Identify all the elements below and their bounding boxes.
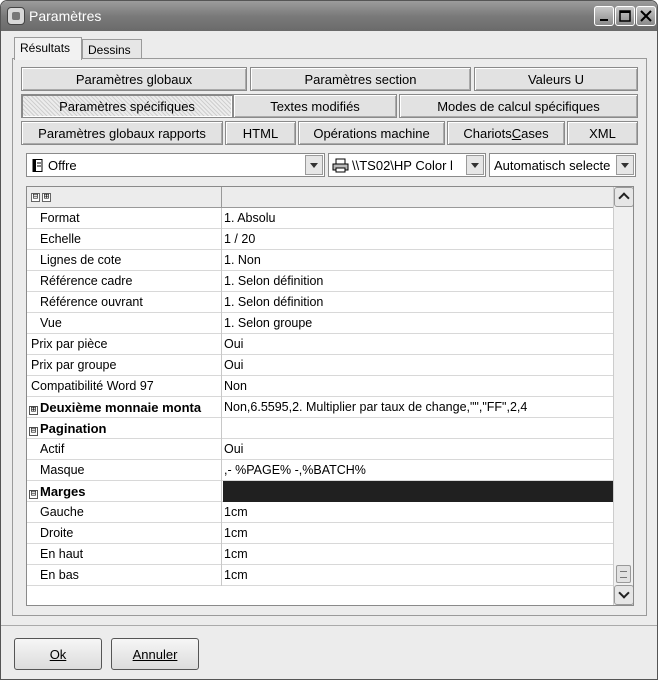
scroll-up-icon[interactable] (614, 187, 634, 207)
divider (1, 625, 657, 626)
property-value[interactable]: 1. Selon définition (224, 295, 324, 309)
property-name: Echelle (27, 229, 222, 250)
selected-value-cell[interactable] (223, 481, 613, 502)
property-value[interactable]: 1cm (224, 568, 248, 582)
property-value[interactable]: 1. Non (224, 253, 261, 267)
collapse-icon[interactable]: ⊟ (30, 426, 37, 436)
property-value[interactable]: 1cm (224, 526, 248, 540)
minimize-icon (597, 9, 611, 23)
property-name: Lignes de cote (27, 250, 222, 271)
grid-row-compatibilite-word[interactable] (27, 376, 613, 397)
scroll-down-icon[interactable] (614, 585, 634, 605)
grid-row-lignes-de-cote[interactable] (27, 250, 613, 271)
tab-valeurs-u[interactable]: Valeurs U (474, 67, 638, 91)
document-select-value: Offre (48, 158, 77, 173)
tab-textes-modifies[interactable]: Textes modifiés (233, 94, 397, 118)
document-select[interactable] (26, 153, 325, 177)
property-group-name: ⊟ Marges (27, 481, 222, 502)
grid-row-deuxieme-monnaie[interactable] (27, 397, 613, 418)
property-value[interactable]: Non,6.5595,2. Multiplier par taux de change,"","FF",2,4 (224, 400, 528, 414)
property-value (223, 418, 613, 439)
chevron-down-icon[interactable] (466, 155, 484, 175)
grid-row-echelle[interactable] (27, 229, 613, 250)
scroll-thumb[interactable] (616, 565, 631, 583)
property-name: Prix par pièce (27, 334, 222, 355)
property-name: Format (27, 208, 222, 229)
tab-parametres-globaux-rapports[interactable]: Paramètres globaux rapports (21, 121, 223, 145)
tray-select-value: Automatisch selecte (494, 158, 611, 173)
property-value[interactable]: 1cm (224, 505, 248, 519)
property-name: Compatibilité Word 97 (27, 376, 222, 397)
grid-row-marges[interactable] (27, 481, 613, 502)
cancel-button[interactable]: Annuler (111, 638, 199, 670)
grid-row-gauche[interactable] (27, 502, 613, 523)
grid-row-pagination[interactable] (27, 418, 613, 439)
tab-resultats[interactable]: Résultats (14, 37, 82, 60)
property-name: Référence cadre (27, 271, 222, 292)
property-value[interactable]: ,- %PAGE% -,%BATCH% (224, 463, 366, 477)
property-value[interactable]: Oui (224, 442, 244, 456)
chevron-down-icon[interactable] (305, 155, 323, 175)
tab-xml[interactable]: XML (567, 121, 638, 145)
property-name: En bas (27, 565, 222, 586)
collapse-icon[interactable]: ⊟ (30, 489, 37, 499)
document-icon (32, 159, 44, 172)
property-name: Droite (27, 523, 222, 544)
tab-dessins[interactable]: Dessins (82, 39, 142, 59)
vertical-scrollbar[interactable] (613, 187, 633, 605)
tab-parametres-specifiques[interactable]: Paramètres spécifiques (21, 94, 233, 118)
property-value[interactable]: Oui (224, 337, 244, 351)
property-name: Vue (27, 313, 222, 334)
grid-row-droite[interactable] (27, 523, 613, 544)
grid-row-reference-ouvrant[interactable] (27, 292, 613, 313)
collapse-all-icon[interactable]: ⊟ (32, 192, 39, 202)
printer-select[interactable] (328, 153, 486, 177)
property-name: Prix par groupe (27, 355, 222, 376)
maximize-icon (618, 9, 632, 23)
grid-row-en-haut[interactable] (27, 544, 613, 565)
grid-row-masque[interactable] (27, 460, 613, 481)
tab-chariots-cases[interactable]: Chariots C ases (447, 121, 565, 145)
property-name: Référence ouvrant (27, 292, 222, 313)
property-group-name: ⊟ Pagination (27, 418, 222, 439)
tray-select[interactable] (489, 153, 636, 177)
property-group-name: ⊞ Deuxième monnaie monta (27, 397, 222, 418)
close-icon (639, 9, 653, 23)
chevron-down-icon[interactable] (616, 155, 634, 175)
window-title: Paramètres (29, 8, 102, 24)
property-grid (26, 186, 634, 606)
ok-button[interactable]: Ok (14, 638, 102, 670)
property-value[interactable]: 1. Absolu (224, 211, 276, 225)
property-value[interactable]: 1. Selon groupe (224, 316, 313, 330)
grid-row-reference-cadre[interactable] (27, 271, 613, 292)
tab-html[interactable]: HTML (225, 121, 296, 145)
grid-row-format[interactable] (27, 208, 613, 229)
property-name: Masque (27, 460, 222, 481)
property-value[interactable]: 1cm (224, 547, 248, 561)
tab-operations-machine[interactable]: Opérations machine (298, 121, 445, 145)
grid-row-prix-par-piece[interactable] (27, 334, 613, 355)
maximize-button[interactable] (615, 6, 635, 26)
property-value[interactable]: Non (224, 379, 247, 393)
grid-row-prix-par-groupe[interactable] (27, 355, 613, 376)
grid-row-en-bas[interactable] (27, 565, 613, 586)
title-bar[interactable] (1, 1, 657, 31)
property-name: Gauche (27, 502, 222, 523)
property-value[interactable]: Oui (224, 358, 244, 372)
property-value[interactable]: 1. Selon définition (224, 274, 324, 288)
expand-all-icon[interactable]: ⊞ (43, 192, 50, 202)
grid-row-actif[interactable] (27, 439, 613, 460)
expand-icon[interactable]: ⊞ (30, 405, 37, 415)
tab-parametres-section[interactable]: Paramètres section (250, 67, 471, 91)
app-icon (7, 7, 25, 25)
printer-select-value: \\TS02\HP Color l (352, 158, 453, 173)
property-value[interactable]: 1 / 20 (224, 232, 256, 246)
close-button[interactable] (636, 6, 656, 26)
property-name: En haut (27, 544, 222, 565)
grid-row-vue[interactable] (27, 313, 613, 334)
tab-parametres-globaux[interactable]: Paramètres globaux (21, 67, 247, 91)
property-name: Actif (27, 439, 222, 460)
minimize-button[interactable] (594, 6, 614, 26)
grid-header (27, 187, 613, 208)
printer-icon (332, 158, 349, 173)
tab-modes-de-calcul-specifiques[interactable]: Modes de calcul spécifiques (399, 94, 638, 118)
